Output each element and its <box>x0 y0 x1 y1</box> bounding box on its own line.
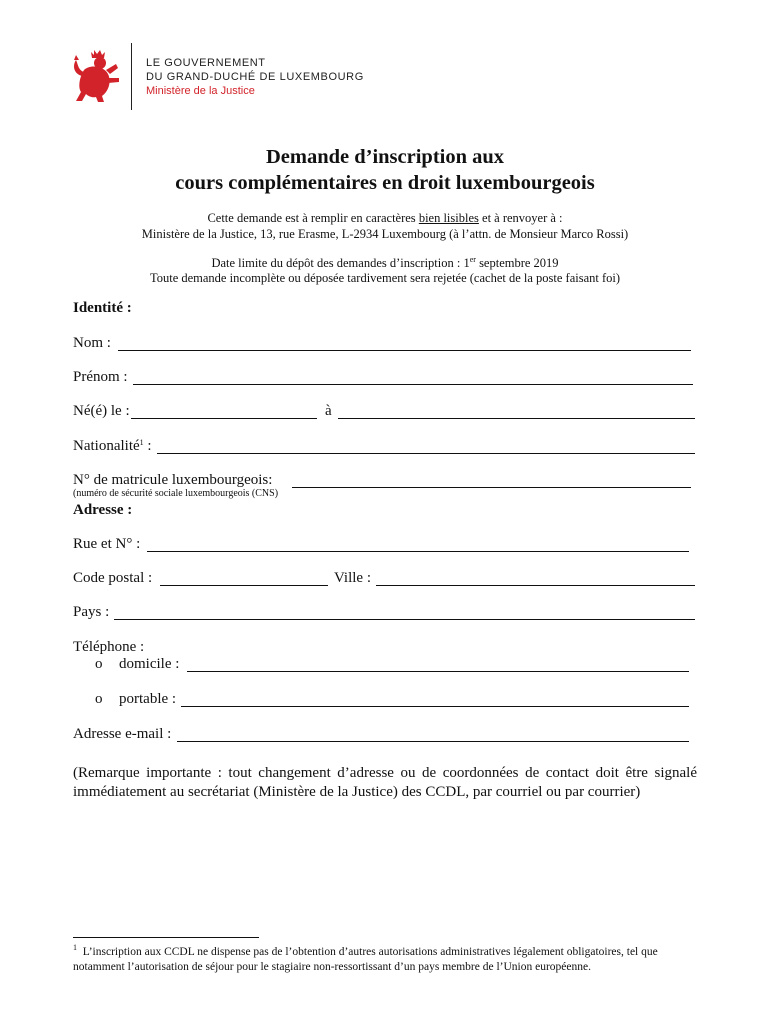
email-row <box>73 726 691 746</box>
email-field[interactable] <box>177 741 689 742</box>
footnote-text: L’inscription aux CCDL ne dispense pas de l’obtention d’autres autorisations administratives légalement obligatoires, tel que notamment l’autorisation de séjour pour le stagiaire non-ressortissant d’un pays membre de l’Union européenne. <box>73 946 658 973</box>
birth-place-field[interactable] <box>338 418 695 419</box>
code-postal-label: Code postal : <box>73 570 153 586</box>
ne-le-label: Né(é) le : <box>73 403 130 419</box>
domicile-field[interactable] <box>187 671 689 672</box>
deadline-sup: er <box>469 255 476 264</box>
birth-place-label: à <box>325 403 332 419</box>
birth-date-field[interactable] <box>131 418 317 419</box>
deadline-text: Date limite du dépôt des demandes d’inscription : 1 <box>211 256 470 270</box>
prenom-row <box>73 369 695 389</box>
portable-field[interactable] <box>181 706 689 707</box>
rue-label: Rue et N° : <box>73 536 141 552</box>
rue-row <box>73 536 691 556</box>
government-wordmark <box>146 56 364 98</box>
naissance-row <box>73 403 697 423</box>
nationalite-row <box>73 438 697 458</box>
domicile-row <box>73 656 691 676</box>
intro-text: Cette demande est à remplir en caractères <box>207 211 419 225</box>
section-identite: Identité : <box>73 300 132 316</box>
footnote-number: 1 <box>73 943 77 952</box>
nationalite-label <box>73 438 152 455</box>
prenom-label: Prénom : <box>73 369 128 385</box>
rue-field[interactable] <box>147 551 689 552</box>
matricule-note: (numéro de sécurité sociale luxembourgeois (CNS) <box>73 488 279 499</box>
pays-label: Pays : <box>73 604 110 620</box>
rejection-line: Toute demande incomplète ou déposée tardivement sera rejetée (cachet de la poste faisant foi) <box>149 271 621 285</box>
nationalite-text: Nationalité <box>73 438 140 454</box>
code-postal-field[interactable] <box>160 585 328 586</box>
nationalite-field[interactable] <box>157 453 695 454</box>
intro-line-1 <box>0 211 770 226</box>
important-remark: (Remarque importante : tout changement d’adresse ou de coordonnées de contact doit être signalé immédiatement au secrétariat (Ministère de la Justice) des CCDL, par courriel ou par courrier) <box>73 765 697 800</box>
ville-field[interactable] <box>376 585 695 586</box>
nom-label: Nom : <box>73 335 111 351</box>
gov-line-1: LE GOUVERNEMENT <box>146 57 266 69</box>
red-lion-icon <box>70 48 122 104</box>
bullet-icon: o <box>95 656 103 672</box>
intro-text-end: et à renvoyer à : <box>478 211 563 225</box>
page-title-line-1: Demande d’inscription aux <box>265 146 505 168</box>
pays-field[interactable] <box>114 619 695 620</box>
footnote-ref: 1 <box>139 438 144 447</box>
ministry-name: Ministère de la Justice <box>146 85 255 97</box>
matricule-field[interactable] <box>292 487 691 488</box>
footnote-divider <box>73 937 259 938</box>
prenom-field[interactable] <box>133 384 693 385</box>
bullet-icon: o <box>95 691 103 707</box>
pays-row <box>73 604 697 624</box>
intro-underlined: bien lisibles <box>418 211 479 225</box>
nationalite-colon: : <box>143 438 152 454</box>
section-adresse: Adresse : <box>73 502 133 518</box>
gov-line-2: DU GRAND-DUCHÉ DE LUXEMBOURG <box>146 71 364 83</box>
portable-label: portable : <box>119 691 177 707</box>
matricule-label: N° de matricule luxembourgeois: <box>73 472 273 488</box>
telephone-label: Téléphone : <box>73 639 145 655</box>
nom-field[interactable] <box>118 350 691 351</box>
ville-label: Ville : <box>334 570 372 586</box>
footnote <box>73 945 703 975</box>
email-label: Adresse e-mail : <box>73 726 172 742</box>
deadline-date: septembre 2019 <box>475 256 559 270</box>
domicile-label: domicile : <box>119 656 180 672</box>
portable-row <box>73 691 691 711</box>
code-postal-row <box>73 570 697 590</box>
header-divider <box>131 43 132 110</box>
nom-row <box>73 335 693 355</box>
page-title-line-2: cours complémentaires en droit luxembourgeois <box>175 172 595 194</box>
deadline-line <box>0 256 770 271</box>
intro-line-2: Ministère de la Justice, 13, rue Erasme, L-2934 Luxembourg (à l’attn. de Monsieur Marco Rossi) <box>141 227 629 241</box>
